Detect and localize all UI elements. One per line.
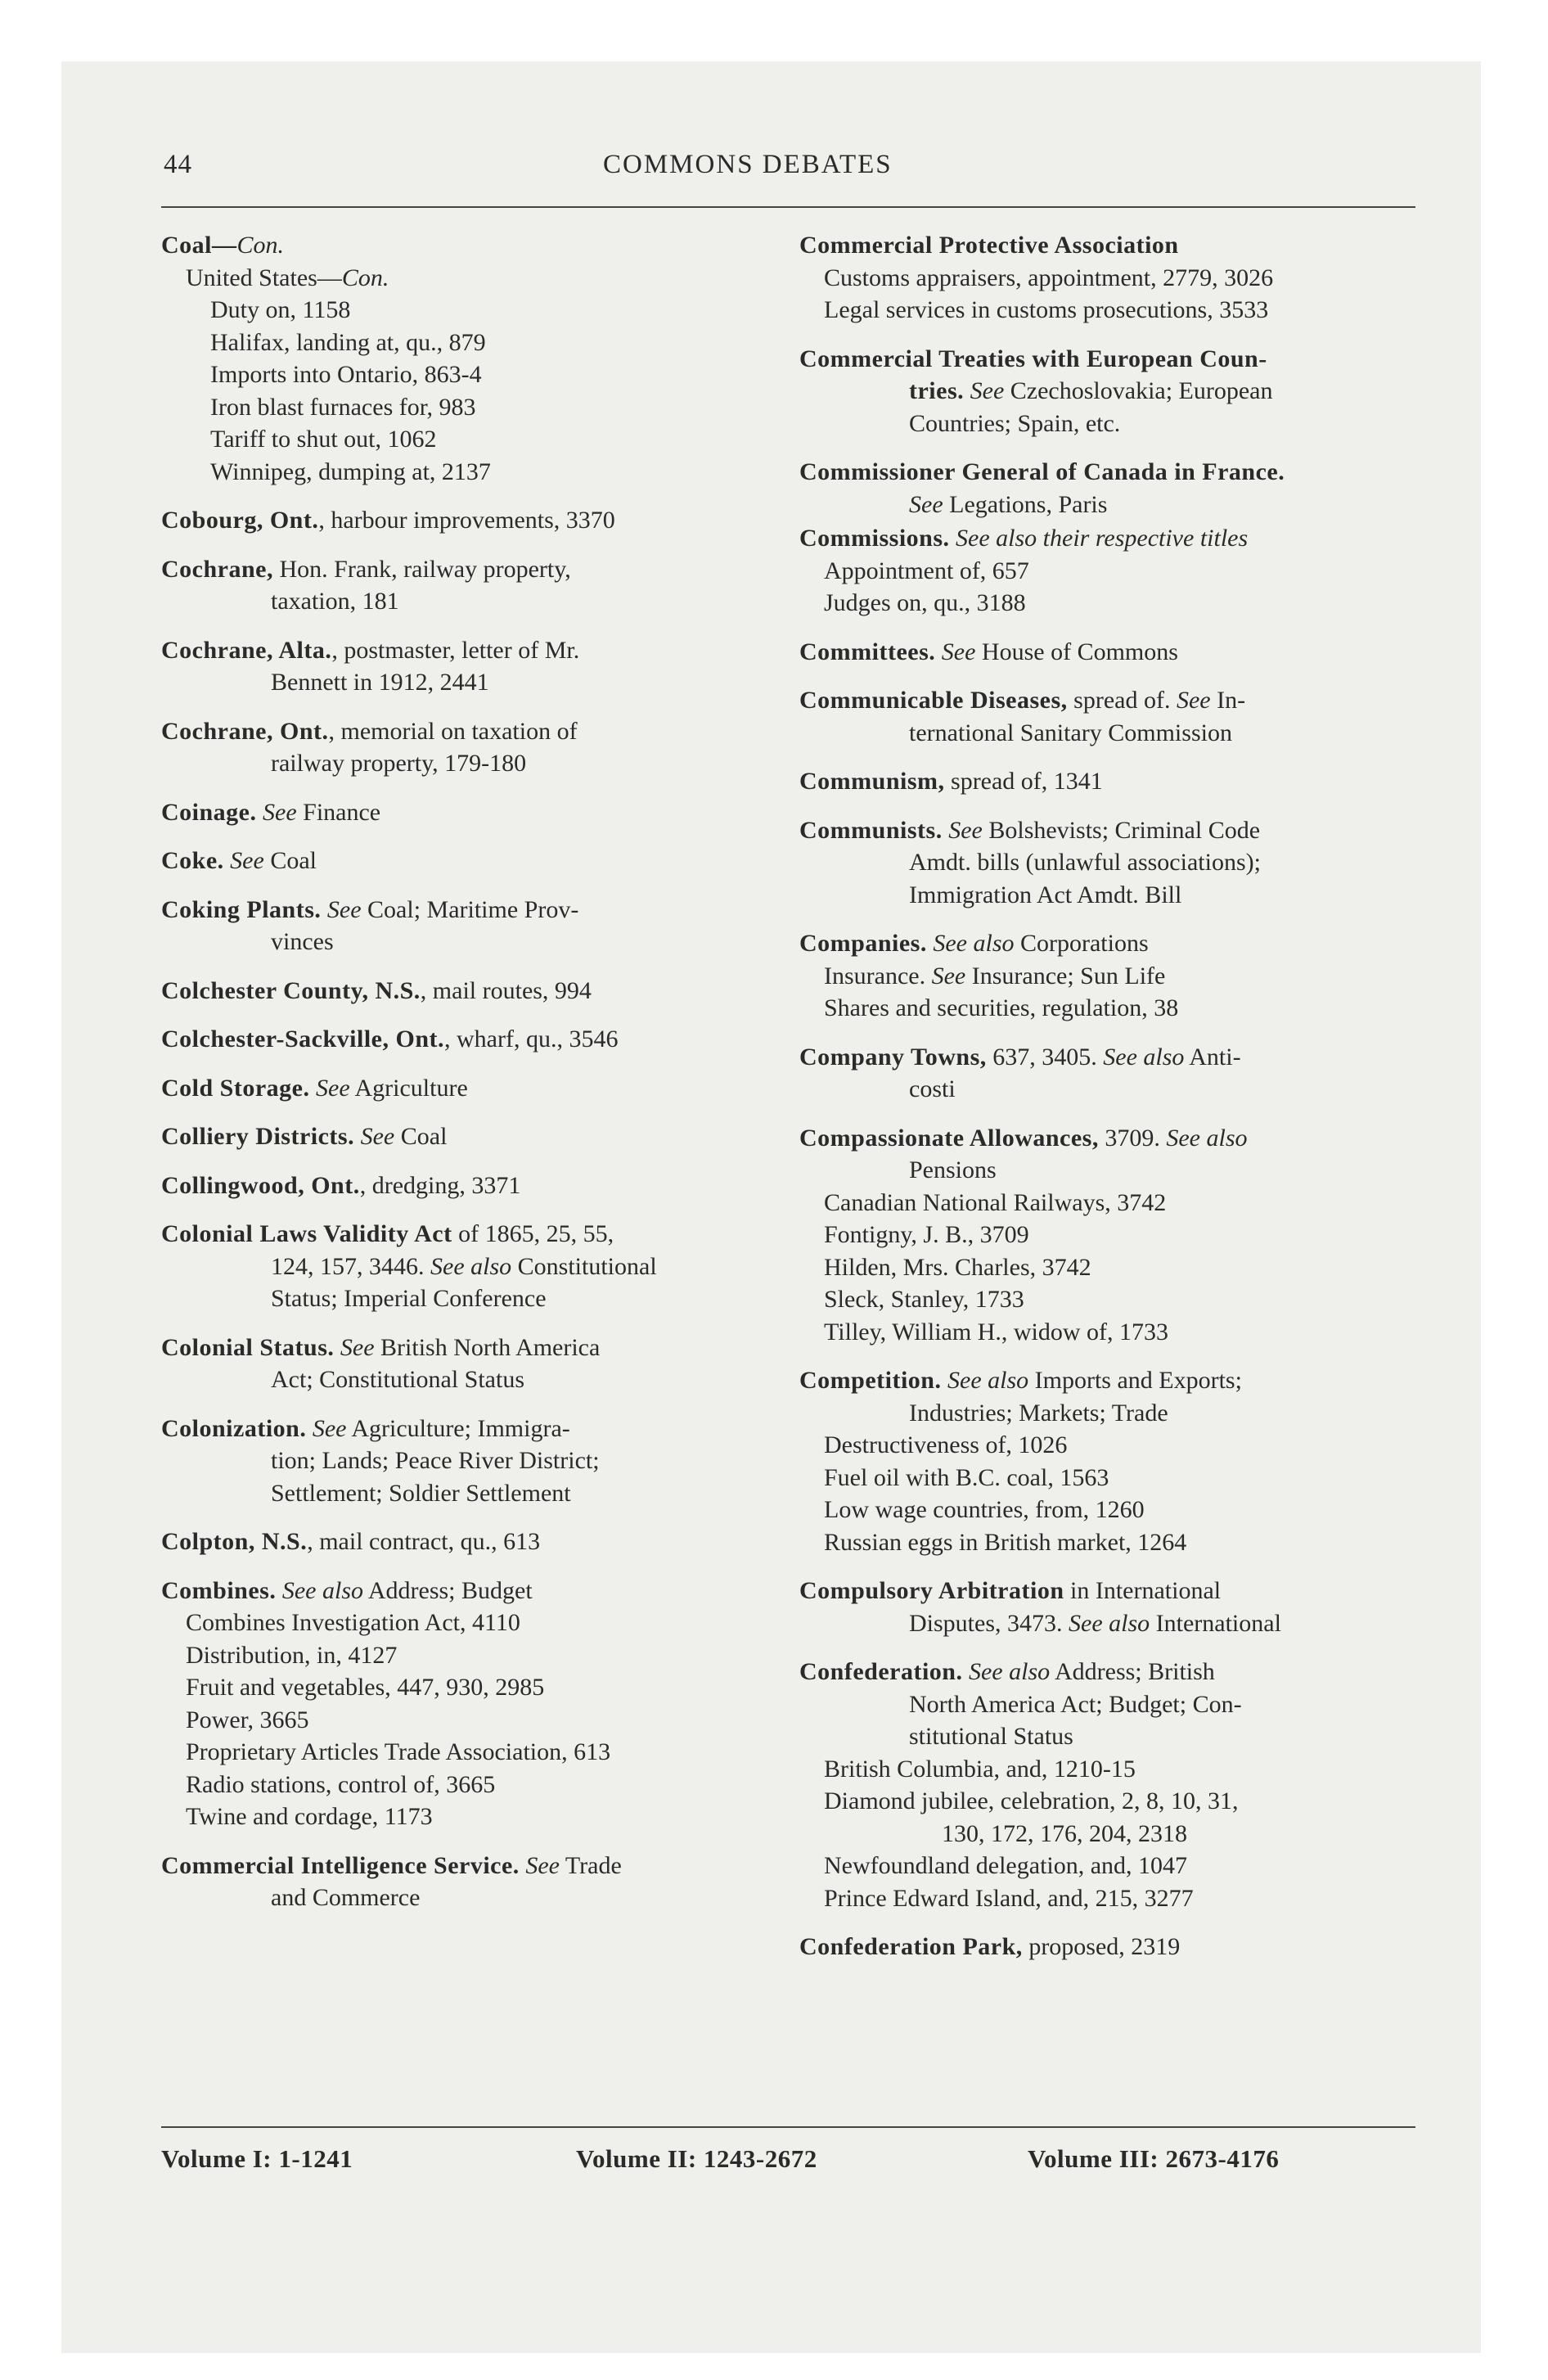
entry-heading: Colonial Laws Validity Act [161,1220,452,1247]
cross-reference-see: See also [1103,1043,1185,1071]
entry-heading-line [799,522,1420,555]
entry-subline [161,1364,762,1396]
entry-text: Countries; Spain, etc. [909,409,1121,437]
entry-text: Address; British [1050,1658,1215,1685]
entry-text: taxation, 181 [271,588,399,615]
entry-subline [161,1769,762,1801]
entry-heading: Commissions. [799,525,950,552]
entry-subline [799,555,1420,588]
entry-subline [799,262,1420,295]
entry-subline [799,1526,1420,1559]
index-entry [799,1041,1420,1106]
entry-heading-line [161,1218,762,1251]
entry-subline [161,1882,762,1914]
entry-subline [799,1462,1420,1494]
entry-text: Bolshevists; Criminal Code [982,816,1261,844]
entry-text: Address; Budget [363,1576,533,1604]
entry-subline [161,1445,762,1477]
entry-heading-line [161,1072,762,1105]
entry-heading: Cochrane, Ont. [161,717,329,745]
entry-text: Hon. Frank, railway property, [272,555,571,583]
cross-reference-see: See [941,638,976,665]
index-entry [161,796,762,829]
entry-text: costi [909,1075,956,1102]
entry-text: Destructiveness of, 1026 [824,1431,1068,1458]
entry-subline [799,1753,1420,1786]
index-entry [161,1526,762,1558]
index-entry [161,504,762,537]
index-entry [799,1931,1420,1963]
entry-heading-line [161,1120,762,1153]
cross-reference-see: See [1176,687,1211,714]
entry-subline [161,1607,762,1639]
index-column-right [799,229,1420,1980]
entry-text: Hilden, Mrs. Charles, 3742 [824,1253,1091,1281]
entry-heading: Communicable Diseases, [799,687,1068,714]
entry-text: Halifax, landing at, qu., 879 [210,328,486,356]
entry-subline [799,1429,1420,1462]
entry-subline [799,375,1420,408]
entry-heading: Collingwood, Ont. [161,1171,360,1199]
cross-reference-see: See also [1166,1124,1248,1152]
cross-reference-see: See [525,1851,560,1879]
entry-subline [161,1477,762,1510]
entry-text: Fuel oil with B.C. coal, 1563 [824,1463,1109,1491]
entry-subline [799,1154,1420,1187]
entry-heading: Commissioner General of Canada in France. [799,458,1285,485]
index-entry [161,1170,762,1202]
cross-reference-see: See also [947,1367,1029,1394]
entry-heading: Commercial Protective Association [799,232,1179,259]
entry-text: Twine and cordage, 1173 [186,1803,433,1830]
entry-heading: Combines. [161,1576,277,1604]
entry-subline [799,1283,1420,1316]
index-entry [161,1575,762,1833]
entry-text: Agriculture; Immigra- [346,1414,570,1442]
index-entry [161,1218,762,1315]
entry-subline [161,1801,762,1833]
volume-2-range: Volume II: 1243-2672 [576,2144,817,2173]
entry-subline [799,408,1420,440]
entry-heading-line [799,765,1420,798]
entry-text: Duty on, 1158 [210,296,351,323]
entry-heading: Coke. [161,847,224,874]
cross-reference-see: See [326,895,362,923]
volume-3-range: Volume III: 2673-4176 [1028,2144,1280,2173]
cross-reference-see: See also [1069,1609,1150,1637]
entry-subline [799,960,1420,993]
entry-text: Distribution, in, 4127 [186,1641,398,1669]
cross-reference-see: See [312,1414,347,1442]
entry-heading: Compulsory Arbitration [799,1577,1064,1604]
entry-subline [161,327,762,359]
entry-subline [799,294,1420,327]
entry-subline [161,1704,762,1737]
entry-subline [799,587,1420,620]
entry-text: Prince Edward Island, and, 215, 3277 [824,1884,1194,1912]
entry-text: North America Act; Budget; Con- [909,1690,1242,1718]
entry-heading-line [161,1850,762,1882]
entry-heading: Commercial Treaties with European Coun- [799,345,1267,372]
volume-1-range: Volume I: 1-1241 [161,2144,353,2173]
entry-continuation-mark: Con. [236,232,285,259]
entry-text: 130, 172, 176, 204, 2318 [942,1819,1187,1847]
entry-subline [161,262,762,295]
index-entry [161,1413,762,1510]
entry-heading: Colliery Districts. [161,1123,355,1150]
entry-heading-line [799,814,1420,847]
entry-text: , dredging, 3371 [359,1171,521,1199]
entry-subline [161,456,762,489]
entry-text: In- [1210,687,1246,714]
entry-heading-line [799,684,1420,717]
entry-subline [161,423,762,456]
index-entry [161,894,762,958]
entry-heading: Colonial Status. [161,1333,335,1361]
entry-heading: Coking Plants. [161,895,322,923]
index-entry [161,1023,762,1056]
entry-heading: Cold Storage. [161,1074,310,1102]
entry-text: Customs appraisers, appointment, 2779, 3026 [824,264,1274,291]
cross-reference-see: See [360,1123,395,1150]
entry-heading: Communism, [799,768,945,795]
index-entry [161,229,762,488]
index-entry [799,1364,1420,1558]
entry-text: stitutional Status [909,1723,1073,1750]
entry-text: Shares and securities, regulation, 38 [824,994,1179,1021]
index-entry [799,814,1420,912]
entry-text: Combines Investigation Act, 4110 [186,1609,520,1636]
entry-subline [799,1219,1420,1251]
entry-text: Tilley, William H., widow of, 1733 [824,1318,1169,1346]
index-entry [161,1072,762,1105]
entry-text: , mail contract, qu., 613 [307,1528,541,1555]
entry-text: proposed, 2319 [1022,1933,1181,1960]
entry-text: Status; Imperial Conference [271,1285,547,1312]
entry-continuation-mark: Con. [341,264,389,291]
entry-subline [161,1282,762,1315]
entry-heading: Companies. [799,930,927,957]
entry-subline [161,294,762,327]
entry-heading-line [161,845,762,877]
entry-heading-line [161,715,762,748]
entry-heading: Communists. [799,816,943,844]
cross-reference-see: See [931,962,966,989]
index-entry [161,1332,762,1396]
entry-subline [799,1818,1420,1850]
entry-text: Iron blast furnaces for, 983 [210,393,476,421]
cross-reference-see: See [948,816,983,844]
page-title: COMMONS DEBATES [603,150,893,179]
cross-reference-see: See also [430,1252,512,1280]
index-entry [799,1575,1420,1639]
entry-text: Legations, Paris [943,490,1108,518]
entry-text: Radio stations, control of, 3665 [186,1770,496,1798]
entry-text: Legal services in customs prosecutions, 3533 [824,296,1269,323]
entry-text: British North America [374,1333,601,1361]
entry-heading-line [799,1575,1420,1607]
entry-text: Amdt. bills (unlawful associations); [909,849,1261,876]
entry-text: Russian eggs in British market, 1264 [824,1528,1187,1556]
entry-text: , wharf, qu., 3546 [444,1025,619,1053]
cross-reference-see: See [230,847,264,874]
index-entry [799,229,1420,327]
entry-text: Finance [296,798,381,826]
entry-heading: Colpton, N.S. [161,1528,308,1555]
entry-subline [799,1494,1420,1526]
entry-heading: Coal [161,232,212,259]
entry-text: Industries; Markets; Trade [909,1399,1168,1427]
entry-text: ternational Sanitary Commission [909,719,1232,746]
entry-heading-dash: — [212,232,237,259]
entry-text: Immigration Act Amdt. Bill [909,881,1182,908]
entry-subline [799,1882,1420,1915]
entry-heading-line [161,634,762,667]
entry-text: , harbour improvements, 3370 [318,507,615,534]
entry-text: Winnipeg, dumping at, 2137 [210,458,491,485]
entry-subline [161,1639,762,1672]
entry-heading-line [161,504,762,537]
cross-reference-see: See also their respective titles [956,525,1249,552]
entry-text: Bennett in 1912, 2441 [271,669,489,696]
entry-heading-line [799,636,1420,669]
entry-subline [161,1736,762,1769]
entry-text: Newfoundland delegation, and, 1047 [824,1852,1188,1879]
entry-text: Fontigny, J. B., 3709 [824,1221,1029,1248]
entry-text: Czechoslovakia; European [1004,377,1273,404]
entry-subline [799,846,1420,879]
entry-text: Canadian National Railways, 3742 [824,1188,1167,1216]
entry-heading: Coinage. [161,798,257,826]
entry-heading: Compassionate Allowances, [799,1124,1099,1152]
entry-heading-line [799,1931,1420,1963]
cross-reference-see: See also [281,1576,363,1604]
entry-text: Power, 3665 [186,1706,309,1733]
entry-text: Coal [394,1123,448,1150]
entry-text: 3709. [1098,1124,1167,1152]
entry-text: tion; Lands; Peace River District; [271,1447,600,1474]
entry-heading-line [161,1526,762,1558]
entry-heading: Cobourg, Ont. [161,507,319,534]
entry-subline [161,926,762,958]
entry-text: Insurance. [824,962,932,989]
cross-reference-see: See [964,377,1005,404]
entry-text: Proprietary Articles Trade Association, 613 [186,1738,611,1765]
index-entry [799,927,1420,1025]
index-entry [799,765,1420,798]
entry-heading-line [799,927,1420,960]
entry-subline [799,879,1420,912]
entry-text: Insurance; Sun Life [965,962,1166,989]
index-entry [799,636,1420,669]
entry-text: of 1865, 25, 55, [452,1220,614,1247]
cross-reference-see: See [909,490,943,518]
entry-text: Trade [559,1851,622,1879]
entry-heading-line [799,1122,1420,1155]
index-entry [161,1120,762,1153]
index-entry [161,975,762,1007]
entry-subline [799,1720,1420,1753]
entry-text: Judges on, qu., 3188 [824,589,1026,616]
entry-heading: Cochrane, [161,555,273,583]
cross-reference-see: See also [968,1658,1051,1685]
entry-heading: Competition. [799,1367,942,1394]
entry-subline [799,1397,1420,1430]
entry-heading-line [161,229,762,262]
entry-text: Fruit and vegetables, 447, 930, 2985 [186,1674,545,1701]
index-entry [799,522,1420,620]
entry-subline [161,585,762,618]
entry-text: Settlement; Soldier Settlement [271,1479,571,1507]
entry-subline [799,489,1420,521]
entry-heading: Company Towns, [799,1043,987,1071]
volume-footer [161,2144,1421,2185]
entry-subline [799,717,1420,750]
index-entry [161,715,762,780]
entry-heading: Colchester-Sackville, Ont. [161,1025,445,1053]
entry-heading: Colonization. [161,1414,307,1442]
entry-heading-line [799,1656,1420,1688]
entry-subline [799,1316,1420,1349]
index-entry [799,1122,1420,1349]
cross-reference-see: See also [933,930,1015,957]
cross-reference-see: See [263,798,297,826]
entry-text: 124, 157, 3446. [271,1252,430,1280]
entry-heading-line [799,456,1420,489]
entry-text: Act; Constitutional Status [271,1366,525,1393]
entry-text: vinces [271,928,334,955]
entry-subline [799,1251,1420,1284]
entry-text: House of Commons [975,638,1178,665]
index-entry [161,634,762,699]
cross-reference-see: See [340,1333,375,1361]
index-entry [799,684,1420,749]
entry-heading-line [161,1413,762,1445]
entry-subline [161,358,762,391]
entry-subline [161,1671,762,1704]
index-entry [799,343,1420,440]
entry-heading-line [161,1332,762,1364]
header-rule [161,206,1415,208]
entry-heading: Commercial Intelligence Service. [161,1851,520,1879]
entry-subline [161,391,762,424]
index-entry [799,456,1420,521]
entry-subline [799,992,1420,1025]
entry-heading-line [161,796,762,829]
entry-text: Disputes, 3473. [909,1609,1069,1637]
entry-heading-line [161,553,762,586]
entry-text: spread of. [1067,687,1177,714]
footer-rule [161,2126,1415,2128]
entry-text: in International [1064,1577,1222,1604]
entry-heading-line [161,975,762,1007]
entry-subline [799,1850,1420,1882]
index-entry [161,553,762,618]
entry-text: Agriculture [349,1074,468,1102]
running-head [164,150,1415,191]
entry-text: , postmaster, letter of Mr. [331,636,580,664]
entry-text: spread of, 1341 [944,768,1103,795]
entry-text: railway property, 179-180 [271,750,527,777]
index-column-left [161,229,762,1931]
entry-heading: Cochrane, Alta. [161,636,332,664]
entry-heading-line [161,1170,762,1202]
index-entry [161,845,762,877]
entry-subline [161,1251,762,1283]
entry-text: Appointment of, 657 [824,557,1029,584]
entry-subline [799,1785,1420,1818]
entry-heading-line [799,1364,1420,1397]
entry-text: United States— [186,264,342,291]
entry-heading-line [799,343,1420,376]
entry-text: Coal; Maritime Prov- [361,895,579,923]
entry-heading-line [161,1575,762,1607]
entry-text: Corporations [1014,930,1149,957]
index-entry [161,1850,762,1914]
entry-text: Pensions [909,1156,997,1183]
entry-text: Tariff to shut out, 1062 [210,426,437,453]
entry-heading: Confederation. [799,1658,963,1685]
entry-heading-continued: tries. [909,377,965,404]
entry-heading-line [161,894,762,926]
entry-heading-line [161,1023,762,1056]
cross-reference-see: See [316,1074,350,1102]
entry-subline [799,1688,1420,1721]
entry-text: Diamond jubilee, celebration, 2, 8, 10, 31, [824,1787,1239,1814]
page-number: 44 [164,150,192,179]
entry-text: Imports into Ontario, 863-4 [210,361,482,388]
entry-subline [161,747,762,780]
entry-heading: Colchester County, N.S. [161,976,421,1004]
entry-text: Anti- [1184,1043,1241,1071]
entry-text: Imports and Exports; [1028,1367,1242,1394]
entry-text: British Columbia, and, 1210-15 [824,1755,1136,1783]
entry-text: Coal [263,847,317,874]
entry-subline [799,1607,1420,1640]
entry-text: , mail routes, 994 [420,976,592,1004]
entry-subline [799,1073,1420,1106]
entry-text: Sleck, Stanley, 1733 [824,1286,1024,1313]
entry-text: Constitutional [511,1252,657,1280]
entry-text: Low wage countries, from, 1260 [824,1496,1145,1523]
entry-heading: Confederation Park, [799,1933,1023,1960]
entry-text: and Commerce [271,1884,421,1911]
entry-heading: Committees. [799,638,936,665]
index-entry [799,1656,1420,1914]
entry-subline [799,1187,1420,1219]
entry-text: , memorial on taxation of [328,717,578,745]
entry-text: International [1150,1609,1281,1637]
entry-heading-line [799,1041,1420,1074]
entry-heading-line [799,229,1420,262]
entry-subline [161,666,762,699]
entry-text: 637, 3405. [986,1043,1104,1071]
